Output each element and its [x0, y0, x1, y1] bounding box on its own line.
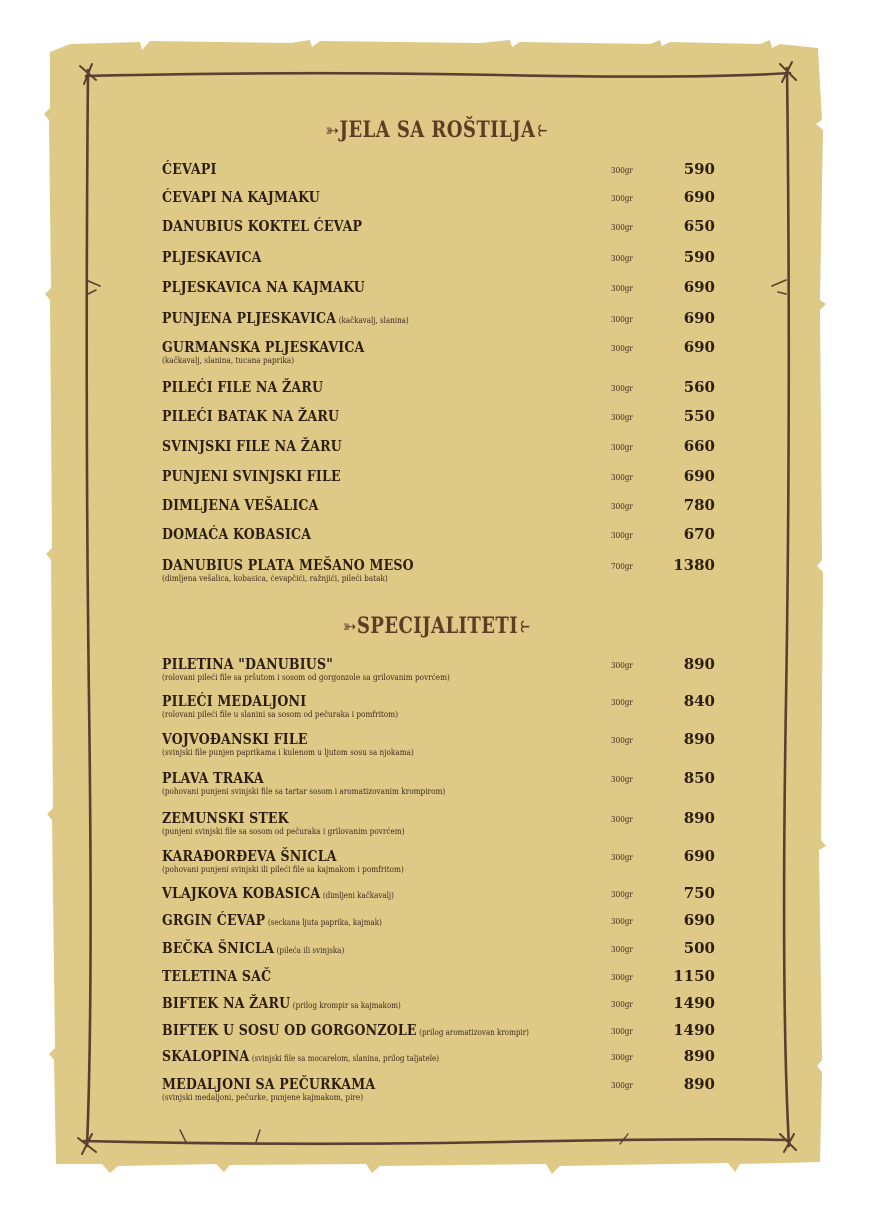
- menu-item-weight: 300gr: [611, 223, 633, 233]
- menu-item-price: 550: [683, 407, 715, 425]
- menu-item-price: 890: [683, 1075, 715, 1093]
- menu-item-weight: 300gr: [611, 945, 633, 955]
- menu-item-price: 750: [683, 884, 715, 902]
- menu-item-price: 590: [683, 248, 715, 266]
- menu-item-weight: 300gr: [611, 1000, 633, 1010]
- menu-item-name-line: [162, 160, 217, 179]
- menu-item-name-line: [162, 248, 262, 267]
- menu-item-weight: 300gr: [611, 284, 633, 294]
- menu-item-price: 560: [683, 378, 715, 396]
- menu-item-row: [0, 278, 875, 308]
- menu-item-row: [0, 407, 875, 437]
- menu-item-name: SVINJSKI FILE NA ŽARU: [162, 437, 342, 455]
- menu-item-weight: 300gr: [611, 815, 633, 825]
- menu-item-weight: 300gr: [611, 344, 633, 354]
- menu-item-description: (dimljena vešalica, kobasica, ćevapčići, ražnjići, pileći batak): [162, 574, 388, 584]
- menu-item-weight: 300gr: [611, 384, 633, 394]
- menu-item-weight: 300gr: [611, 254, 633, 264]
- menu-item-description: (punjeni svinjski file sa sosom od pečuraka i grilovanim povrćem): [162, 827, 405, 837]
- menu-item-row: [0, 437, 875, 467]
- menu-item-weight: 300gr: [611, 890, 633, 900]
- menu-item-weight: 300gr: [611, 315, 633, 325]
- menu-item-name: PILEĆI MEDALJONI: [162, 692, 307, 710]
- menu-item-name-line: [162, 556, 414, 575]
- menu-item-row: [0, 188, 875, 218]
- menu-item-row: [0, 496, 875, 526]
- menu-item-name: DANUBIUS KOKTEL ĆEVAP: [162, 217, 363, 235]
- menu-item-name: PUNJENA PLJESKAVICA: [162, 309, 337, 327]
- menu-item-description: (rolovani pileći file sa pršutom i sosom od gorgonzole sa grilovanim povrćem): [162, 673, 450, 683]
- menu-item-weight: 300gr: [611, 698, 633, 708]
- menu-item-weight: 300gr: [611, 531, 633, 541]
- menu-item-price: 590: [683, 160, 715, 178]
- menu-item-name-line: [162, 467, 341, 486]
- menu-item-price: 890: [683, 730, 715, 748]
- menu-item-row: [0, 160, 875, 190]
- arrow-left-icon: ➳: [342, 614, 357, 638]
- section-title-specialties: [79, 613, 797, 639]
- menu-item-description: (svinjski file punjen paprikama i kulenom u ljutom sosu sa njokama): [162, 748, 414, 758]
- menu-item-price: 690: [683, 847, 715, 865]
- menu-item-weight: 300gr: [611, 443, 633, 453]
- menu-item-name-line: [162, 309, 409, 328]
- menu-item-name-line: [162, 939, 344, 958]
- menu-item-row: [0, 692, 875, 722]
- menu-item-row: [0, 769, 875, 799]
- menu-item-description: (pohovani punjeni svinjski ili pileći file sa kajmakom i pomfritom): [162, 865, 404, 875]
- menu-item-name-line: [162, 884, 394, 903]
- menu-item-name-line: [162, 278, 365, 297]
- menu-item-name-line: [162, 188, 320, 207]
- menu-item-name: KARAĐORĐEVA ŠNICLA: [162, 847, 337, 865]
- menu-item-name-line: [162, 769, 264, 788]
- menu-item-name-line: [162, 911, 382, 930]
- menu-item-price: 890: [683, 655, 715, 673]
- menu-item-row: [0, 1075, 875, 1105]
- menu-item-name: PILEĆI BATAK NA ŽARU: [162, 407, 340, 425]
- menu-item-name: BEČKA ŠNICLA: [162, 939, 275, 957]
- menu-item-name-line: [162, 217, 362, 236]
- menu-item-name: PILETINA "DANUBIUS": [162, 655, 333, 673]
- menu-item-name: PLJESKAVICA: [162, 248, 262, 266]
- arrow-left-icon: ➳: [325, 118, 340, 142]
- menu-item-row: [0, 1047, 875, 1077]
- menu-item-weight: 300gr: [611, 853, 633, 863]
- menu-item-price: 780: [683, 496, 715, 514]
- menu-item-name-line: [162, 1075, 375, 1094]
- menu-item-name-line: [162, 809, 289, 828]
- menu-item-weight: 300gr: [611, 661, 633, 671]
- menu-item-name: PLAVA TRAKA: [162, 769, 264, 787]
- menu-item-price: 1150: [673, 967, 715, 985]
- menu-item-description: (rolovani pileći file u slanini sa sosom od pečuraka i pomfritom): [162, 710, 399, 720]
- menu-item-name: DIMLJENA VEŠALICA: [162, 496, 319, 514]
- menu-item-price: 1490: [673, 994, 715, 1012]
- menu-item-name-line: [162, 1047, 439, 1066]
- menu-item-note: (prilog krompir sa kajmakom): [292, 1001, 401, 1011]
- menu-item-price: 660: [683, 437, 715, 455]
- menu-item-price: 1380: [673, 556, 715, 574]
- menu-item-name-line: [162, 967, 271, 986]
- menu-item-price: 690: [683, 188, 715, 206]
- menu-item-price: 850: [683, 769, 715, 787]
- menu-item-name-line: [162, 655, 333, 674]
- menu-item-name: DANUBIUS PLATA MEŠANO MESO: [162, 556, 414, 574]
- menu-item-price: 670: [683, 525, 715, 543]
- menu-item-description: (kačkavalj, slanina, tucana paprika): [162, 356, 295, 366]
- section-title-grill: [79, 117, 797, 143]
- menu-item-name-line: [162, 847, 337, 866]
- menu-item-row: [0, 338, 875, 368]
- menu-item-price: 650: [683, 217, 715, 235]
- menu-item-name: VLAJKOVA KOBASICA: [162, 884, 321, 902]
- menu-item-name-line: [162, 994, 401, 1013]
- menu-item-row: [0, 467, 875, 497]
- menu-item-name-line: [162, 407, 339, 426]
- menu-item-name-line: [162, 338, 364, 357]
- menu-item-price: 1490: [673, 1021, 715, 1039]
- menu-item-row: [0, 730, 875, 760]
- menu-item-name-line: [162, 378, 323, 397]
- menu-item-name: GRGIN ĆEVAP: [162, 911, 266, 929]
- menu-item-row: [0, 967, 875, 997]
- menu-item-row: [0, 911, 875, 941]
- menu-item-price: 690: [683, 467, 715, 485]
- menu-item-weight: 300gr: [611, 1053, 633, 1063]
- menu-item-name: ĆEVAPI: [162, 160, 217, 178]
- menu-item-price: 690: [683, 278, 715, 296]
- menu-item-note: (prilog aromatizovan krompir): [419, 1028, 529, 1038]
- menu-item-price: 690: [683, 338, 715, 356]
- menu-item-weight: 300gr: [611, 1081, 633, 1091]
- menu-item-name-line: [162, 730, 308, 749]
- menu-item-row: [0, 378, 875, 408]
- menu-item-weight: 700gr: [611, 562, 633, 572]
- menu-item-weight: 300gr: [611, 413, 633, 423]
- menu-item-row: [0, 847, 875, 877]
- menu-item-weight: 300gr: [611, 194, 633, 204]
- menu-item-row: [0, 309, 875, 339]
- menu-item-weight: 300gr: [611, 502, 633, 512]
- arrow-right-icon: ⥼: [518, 614, 533, 638]
- menu-item-name: DOMAĆA KOBASICA: [162, 525, 312, 543]
- menu-item-row: [0, 884, 875, 914]
- menu-item-description: (svinjski medaljoni, pečurke, punjene kajmakom, pire): [162, 1093, 364, 1103]
- menu-item-name: PILEĆI FILE NA ŽARU: [162, 378, 324, 396]
- section-title-text: SPECIJALITETI: [356, 613, 519, 639]
- menu-item-row: [0, 217, 875, 247]
- menu-item-price: 890: [683, 809, 715, 827]
- menu-item-note: (dimljeni kačkavalj): [322, 891, 394, 901]
- menu-item-note: (pileća ili svinjska): [276, 946, 345, 956]
- menu-item-name: ZEMUNSKI STEK: [162, 809, 289, 827]
- menu-item-name: ĆEVAPI NA KAJMAKU: [162, 188, 320, 206]
- menu-item-name-line: [162, 692, 306, 711]
- menu-item-price: 690: [683, 911, 715, 929]
- menu-item-weight: 300gr: [611, 473, 633, 483]
- menu-item-note: (svinjski file sa mocarelom, slanina, prilog taljatele): [251, 1054, 440, 1064]
- menu-item-name: PLJESKAVICA NA KAJMAKU: [162, 278, 365, 296]
- menu-item-name-line: [162, 437, 342, 456]
- menu-item-name-line: [162, 496, 319, 515]
- menu-item-price: 690: [683, 309, 715, 327]
- menu-item-note: (seckana ljuta paprika, kajmak): [267, 918, 382, 928]
- menu-item-row: [0, 556, 875, 586]
- menu-item-row: [0, 525, 875, 555]
- menu-item-name: PUNJENI SVINJSKI FILE: [162, 467, 341, 485]
- menu-item-name-line: [162, 1021, 529, 1040]
- menu-item-weight: 300gr: [611, 1027, 633, 1037]
- menu-item-name: GURMANSKA PLJESKAVICA: [162, 338, 365, 356]
- menu-item-weight: 300gr: [611, 166, 633, 176]
- menu-item-price: 500: [683, 939, 715, 957]
- menu-item-name: SKALOPINA: [162, 1047, 250, 1065]
- menu-item-weight: 300gr: [611, 736, 633, 746]
- menu-item-name: TELETINA SAČ: [162, 967, 272, 985]
- menu-item-weight: 300gr: [611, 973, 633, 983]
- menu-item-description: (pohovani punjeni svinjski file sa tartar sosom i aromatizovanim krompirom): [162, 787, 446, 797]
- menu-item-row: [0, 655, 875, 685]
- menu-item-weight: 300gr: [611, 917, 633, 927]
- menu-item-row: [0, 248, 875, 278]
- menu-item-name: BIFTEK NA ŽARU: [162, 994, 291, 1012]
- section-title-text: JELA SA ROŠTILJA: [339, 117, 536, 143]
- menu-item-row: [0, 809, 875, 839]
- menu-item-row: [0, 939, 875, 969]
- menu-item-name: MEDALJONI SA PEČURKAMA: [162, 1075, 376, 1093]
- menu-item-name: VOJVOĐANSKI FILE: [162, 730, 308, 748]
- arrow-right-icon: ⥼: [535, 118, 550, 142]
- menu-item-row: [0, 994, 875, 1024]
- menu-item-note: (kačkavalj, slanina): [338, 316, 409, 326]
- menu-item-name: BIFTEK U SOSU OD GORGONZOLE: [162, 1021, 417, 1039]
- menu-item-price: 840: [683, 692, 715, 710]
- menu-item-name-line: [162, 525, 311, 544]
- menu-item-price: 890: [683, 1047, 715, 1065]
- menu-item-weight: 300gr: [611, 775, 633, 785]
